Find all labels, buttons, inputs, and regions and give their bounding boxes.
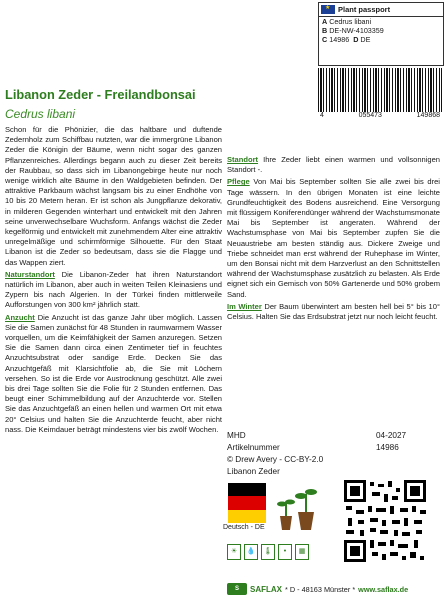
- anzucht-heading: Anzucht: [5, 312, 35, 322]
- care-icons: [227, 544, 309, 560]
- text-column-left: [5, 125, 222, 437]
- website-link[interactable]: www.saflax.de: [358, 584, 409, 594]
- pflege-heading: Pflege: [227, 177, 250, 187]
- naturstandort-paragraph: Naturstandort Die Libanon-Zeder hat ihren Naturstandort natürlich im Libanon, aber auch in weiten Teilen Kleinasiens und Zypern bis nach Algerien. In der Türkei finden mittlerweile Aufforstungen von 300 km² jährlich statt.: [5, 269, 222, 310]
- plant-passport-title: Plant passport: [338, 4, 391, 14]
- product-meta: [227, 430, 440, 478]
- passport-line-b: B DE-NW-4103359: [322, 25, 384, 35]
- passport-line-cd: C 14986 D DE: [322, 34, 371, 44]
- barcode-image: [318, 68, 442, 112]
- artikel-row: Artikelnummer 14986: [227, 443, 399, 452]
- winter-heading: Im Winter: [227, 301, 262, 311]
- language-label: Deutsch - DE: [223, 524, 265, 531]
- intro-paragraph: Schon für die Phönizier, die das haltbare und duftende Zedernholz zum Schiffbau nutzten, war die immergrüne Libanon Zeder die Königin der Bäume, wenn nicht sogar des ganzen Pflanzenreiches. Allerdings begann auch zu dieser Zeit bereits der Raubbau, so dass sich im Libanongebirge heute nur noch wenige wirklich alte Bäume in den Waldgebieten befinden. Der attraktive Parkbaum wächst langsam bis zu einer Endhöhe von 10 bis 20 Metern heran. Er ist schon als Jungpflanze dekorativ, in milderen Gegenden winterhart und entwickelt mit den Jahren seine unverwechselbare Wuchsform. Anfangs wächst die Zeder kegelförmig und entwickelt mit zunehmendem Alter eine attraktiv unregelmäßige und schirmförmige Silhouette. Für den Staat Libanon ist die Zeder so bedeutsam, dass sie die Flagge und das Wappen ziert.: [5, 125, 222, 267]
- eu-flag-icon: [321, 5, 335, 14]
- seed-icon: •: [278, 544, 292, 560]
- qr-code-image: [330, 480, 440, 565]
- sun-icon: ☀: [227, 544, 241, 560]
- water-icon: 💧: [244, 544, 258, 560]
- barcode-number: 4 055473 149868: [318, 112, 442, 122]
- passport-line-a: A Cedrus libani: [322, 17, 372, 26]
- saflax-logo-icon: S: [227, 583, 247, 595]
- address: * D - 48163 Münster *: [285, 584, 356, 594]
- plant-passport-header: [319, 3, 443, 17]
- standort-heading: Standort: [227, 155, 259, 164]
- text-column-right: [227, 125, 440, 324]
- brand-name: SAFLAX: [250, 584, 282, 594]
- copyright: © Drew Avery - CC-BY-2.0: [227, 455, 324, 464]
- anzucht-paragraph: Anzucht Die Anzucht ist das ganze Jahr über möglich. Lassen Sie die Samen zunächst für 48 Stunden in raumwarmem Wasser vorquellen, um die Keimfähigkeit der Samen anzuregen. Setzen Sie die Samen dann circa einen Zentimeter tief in feuchtes Anzuchtsubstrat oder sandige Erde. Decken Sie das Anzuchtgefäß mit Klarsichtfolie ab, die Sie mit Löchern versehen. So ist die Erde vor Austrocknung geschützt. Alle zwei bis drei Tage sollten Sie die Folie für 2 Stunden entfernen. Das beugt einer Schimmelbildung auf der Anzuchterde vor. Stellen Sie das Anzuchtgefäß an einen hellen und warmen Ort mit etwa 20° Celsius und halten Sie die Anzuchterde feucht, aber nicht nass. Die Keimdauer beträgt mindestens vier bis zwölf Wochen.: [5, 312, 222, 434]
- product-name: Libanon Zeder: [227, 467, 280, 476]
- calendar-icon: ▦: [295, 544, 309, 560]
- plant-passport: [318, 2, 444, 66]
- pflege-paragraph: Pflege Von Mai bis September sollten Sie alle zwei bis drei Tage wässern. In den übrigen Monaten ist eine leichte Grundfeuchtigkeit des Bodens ausreichend. Eine Versorgung mit flüssigem Koniferendünger während der Wachstumsmonate Mai bis September ist angeraten. Während der Wachstumsphase von Mai bis September zupfen Sie die Neuaustriebe am besten ständig aus. Dickere Zweige und Triebe schneidet man erst während der Ruhephase im Winter, um den Bonsai nicht mit dem Harzverlust an den Schnittstellen während der Wachstumsphase zusätzlich zu belasten. Als Erde eignet sich ein Gemisch von 50% Gartenerde und 50% grobem Sand.: [227, 177, 440, 299]
- winter-paragraph: Im Winter Der Baum überwintert am besten hell bei 5° bis 10° Celsius. Halten Sie das Erdsubstrat jetzt nur noch leicht feucht.: [227, 301, 440, 322]
- seedling-pots-icon: [270, 482, 320, 532]
- german-flag-icon: [228, 483, 266, 523]
- mhd-row: MHD 04-2027: [227, 431, 407, 440]
- latin-name: Cedrus libani: [5, 107, 76, 121]
- naturstandort-heading: Naturstandort: [5, 269, 55, 279]
- product-title: Libanon Zeder - Freilandbonsai: [5, 87, 196, 102]
- standort-paragraph: Standort Ihre Zeder liebt einen warmen und vollsonnigen Standort -.: [227, 155, 440, 175]
- temperature-icon: 🌡: [261, 544, 275, 560]
- footer: [227, 583, 442, 595]
